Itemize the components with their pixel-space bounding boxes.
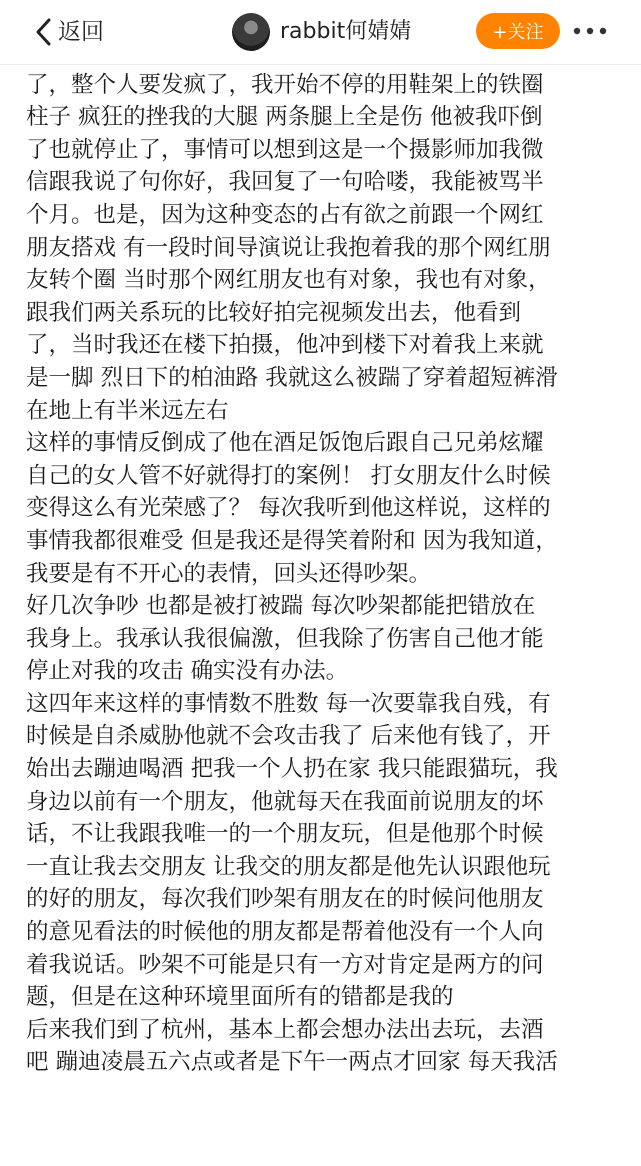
- post-text-line: 个月。也是，因为这种变态的占有欲之前跟一个网红: [26, 201, 544, 228]
- post-text-line: 变得这么有光荣感了？ 每次我听到他这样说，这样的: [26, 495, 551, 522]
- post-text-line: 这四年来这样的事情数不胜数 每一次要靠我自残，有: [26, 690, 551, 717]
- user-profile-link[interactable]: [232, 11, 411, 53]
- top-navigation-bar: [0, 0, 641, 65]
- post-text-line: 着我说话。吵架不可能是只有一方对肯定是两方的问: [26, 951, 544, 978]
- post-text-line: 了也就停止了，事情可以想到这是一个摄影师加我微: [26, 136, 544, 163]
- post-text-line: 的意见看法的时候他的朋友都是帮着他没有一个人向: [26, 919, 544, 946]
- post-text-line: 在地上有半米远左右: [26, 397, 229, 424]
- avatar[interactable]: [232, 13, 270, 51]
- post-text-line: 自己的女人管不好就得打的案例！ 打女朋友什么时候: [26, 462, 551, 489]
- follow-button[interactable]: +关注: [476, 13, 560, 49]
- post-text-line: 时候是自杀威胁他就不会攻击我了 后来他有钱了，开: [26, 723, 551, 750]
- post-text-line: 的好的朋友，每次我们吵架有朋友在的时候问他朋友: [26, 886, 544, 913]
- post-text-line: 跟我们两关系玩的比较好拍完视频发出去，他看到: [26, 299, 522, 326]
- post-text-line: 是一脚 烈日下的柏油路 我就这么被踹了穿着超短裤滑: [26, 364, 558, 391]
- post-text-line: 朋友搭戏 有一段时间导演说让我抱着我的那个网红朋: [26, 234, 551, 261]
- post-text-line: 题，但是在这种环境里面所有的错都是我的: [26, 984, 454, 1011]
- post-text-line: 始出去蹦迪喝酒 把我一个人扔在家 我只能跟猫玩，我: [26, 756, 558, 783]
- post-text-line: 柱子 疯狂的挫我的大腿 两条腿上全是伤 他被我吓倒: [26, 104, 543, 131]
- post-text-line: 了，当时我还在楼下拍摄，他冲到楼下对着我上来就: [26, 332, 544, 359]
- username[interactable]: rabbit何婧婧: [280, 19, 412, 44]
- post-paragraph: [26, 590, 626, 688]
- post-text-line: 后来我们到了杭州，基本上都会想办法出去玩，去酒: [26, 1016, 544, 1043]
- post-paragraph: [26, 1014, 626, 1079]
- back-label: 返回: [58, 19, 104, 45]
- post-text-line: 好几次争吵 也都是被打被踹 每次吵架都能把错放在: [26, 593, 536, 620]
- post-text-line: 了，整个人要发疯了，我开始不停的用鞋架上的铁圈: [26, 71, 544, 98]
- post-text-line: 吧 蹦迪凌晨五六点或者是下午一两点才回家 每天我活: [26, 1049, 558, 1076]
- post-text-line: 这样的事情反倒成了他在酒足饭饱后跟自己兄弟炫耀: [26, 430, 544, 457]
- post-paragraph: [26, 427, 626, 590]
- post-text-line: 信跟我说了句你好，我回复了一句哈喽，我能被骂半: [26, 169, 544, 196]
- more-options-button[interactable]: [568, 14, 612, 48]
- post-body: [26, 36, 626, 1079]
- post-text-line: 身边以前有一个朋友，他就每天在我面前说朋友的坏: [26, 788, 544, 815]
- post-text-line: 停止对我的攻击 确实没有办法。: [26, 658, 349, 685]
- post-text-line: 话，不让我跟我唯一的一个朋友玩，但是他那个时候: [26, 821, 544, 848]
- post-text-line: 我要是有不开心的表情，回头还得吵架。: [26, 560, 432, 587]
- post-paragraph: [26, 688, 626, 1014]
- post-text-line: 事情我都很难受 但是我还是得笑着附和 因为我知道，: [26, 527, 558, 554]
- post-text-line: 一直让我去交朋友 让我交的朋友都是他先认识跟他玩: [26, 853, 551, 880]
- back-button[interactable]: [34, 12, 104, 52]
- chevron-left-icon: [34, 17, 52, 47]
- post-text-line: 友转个圈 当时那个网红朋友也有对象，我也有对象，: [26, 267, 551, 294]
- post-paragraph: [26, 36, 626, 427]
- post-text-line: 我身上。我承认我很偏激，但我除了伤害自己他才能: [26, 625, 544, 652]
- more-dots-icon: [573, 27, 607, 35]
